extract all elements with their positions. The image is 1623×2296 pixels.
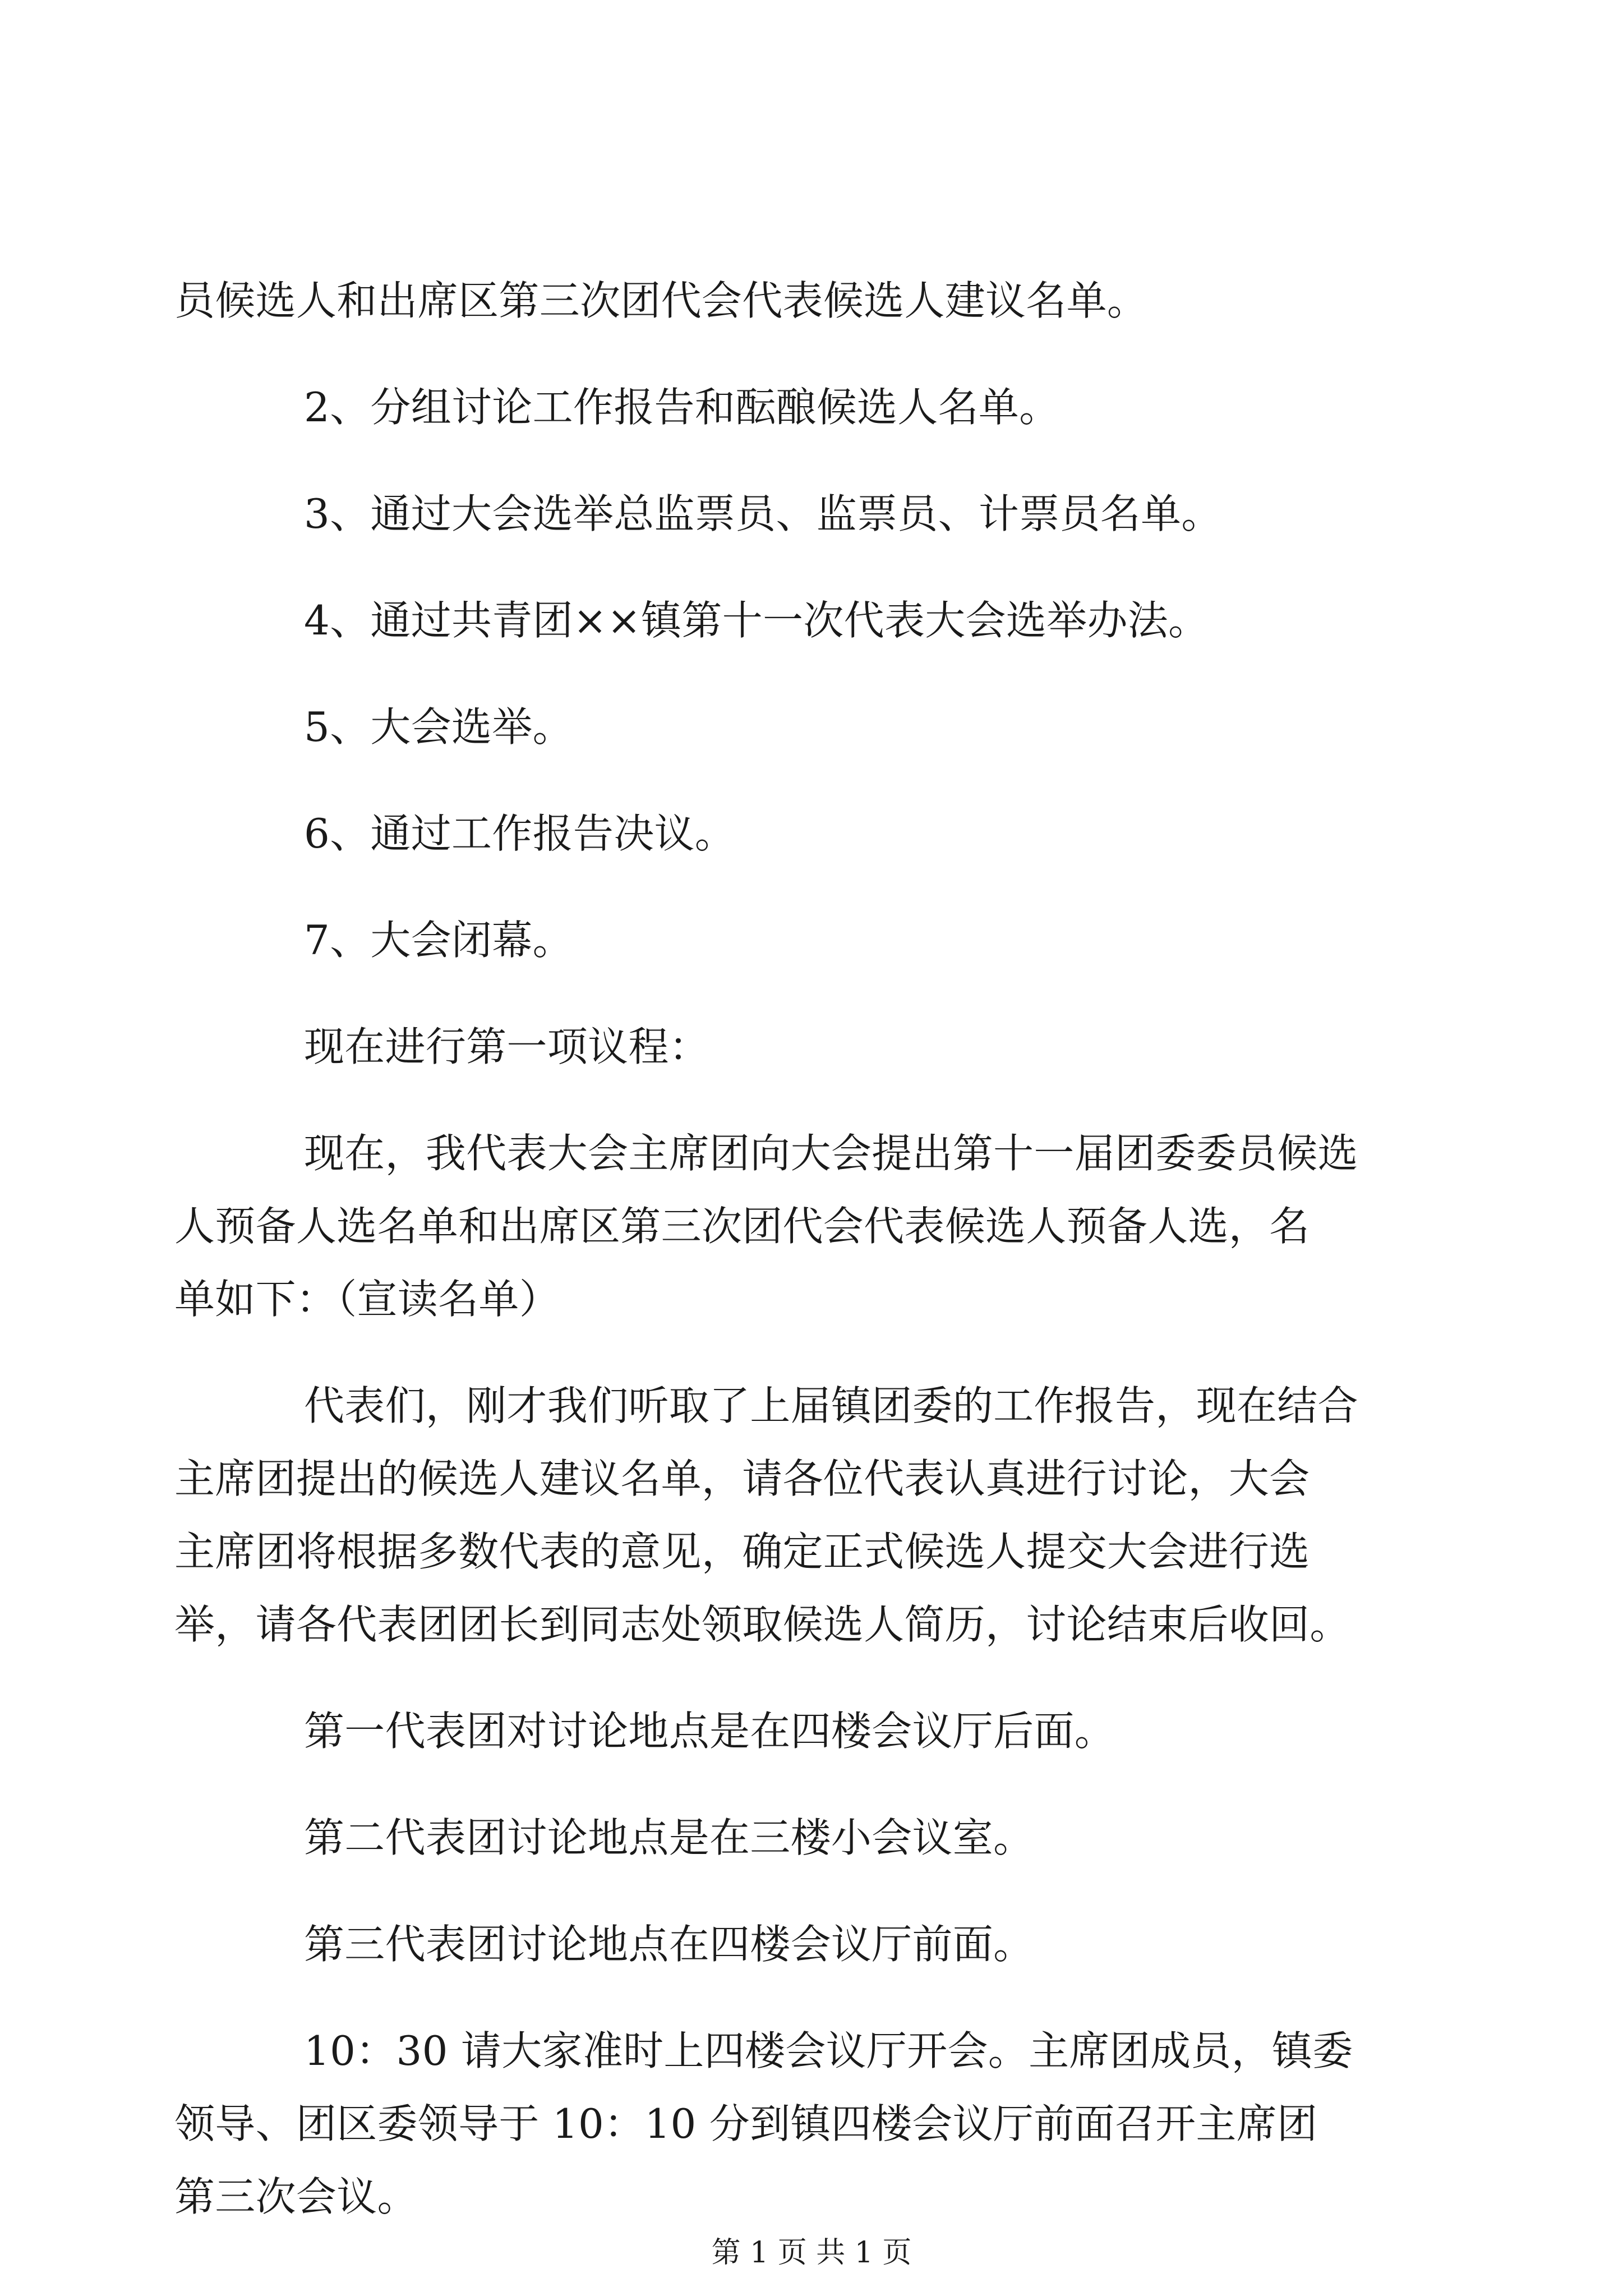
agenda-item-2: 2、分组讨论工作报告和酝酿候选人名单。: [304, 384, 1060, 431]
paragraph-line: 现在进行第一项议程：: [304, 1023, 710, 1070]
paragraph-line: 单如下：（宣读名单）: [174, 1276, 560, 1323]
paragraph-line: 主席团将根据多数代表的意见，确定正式候选人提交大会进行选: [174, 1528, 1310, 1575]
page-footer: 第 1 页 共 1 页: [711, 2236, 912, 2270]
agenda-item-7: 7、大会闭幕。: [304, 917, 573, 964]
paragraph-line: 第二代表团讨论地点是在三楼小会议室。: [304, 1814, 1034, 1861]
paragraph-line: 领导、团区委领导于 10：10 分到镇四楼会议厅前面召开主席团: [174, 2100, 1318, 2147]
paragraph-line: 第三次会议。: [174, 2173, 418, 2220]
agenda-item-4: 4、通过共青团××镇第十一次代表大会选举办法。: [304, 597, 1209, 644]
paragraph-line: 第一代表团对讨论地点是在四楼会议厅后面。: [304, 1708, 1115, 1755]
agenda-item-3: 3、通过大会选举总监票员、监票员、计票员名单。: [304, 490, 1222, 537]
agenda-item-6: 6、通过工作报告决议。: [304, 810, 736, 857]
paragraph-line: 10：30 请大家准时上四楼会议厅开会。主席团成员，镇委: [304, 2027, 1353, 2074]
paragraph-line: 第三代表团讨论地点在四楼会议厅前面。: [304, 1921, 1034, 1968]
agenda-item-5: 5、大会选举。: [304, 703, 573, 751]
paragraph-line: 人预备人选名单和出席区第三次团代会代表候选人预备人选，名: [174, 1203, 1310, 1250]
paragraph-line: 代表们，刚才我们听取了上届镇团委的工作报告，现在结合: [304, 1382, 1358, 1429]
paragraph-line: 员候选人和出席区第三次团代会代表候选人建议名单。: [174, 277, 1148, 324]
paragraph-line: 现在，我代表大会主席团向大会提出第十一届团委委员候选: [304, 1130, 1358, 1177]
paragraph-line: 举，请各代表团团长到同志处领取候选人简历，讨论结束后收回。: [174, 1601, 1350, 1648]
paragraph-line: 主席团提出的候选人建议名单，请各位代表认真进行讨论，大会: [174, 1455, 1310, 1502]
